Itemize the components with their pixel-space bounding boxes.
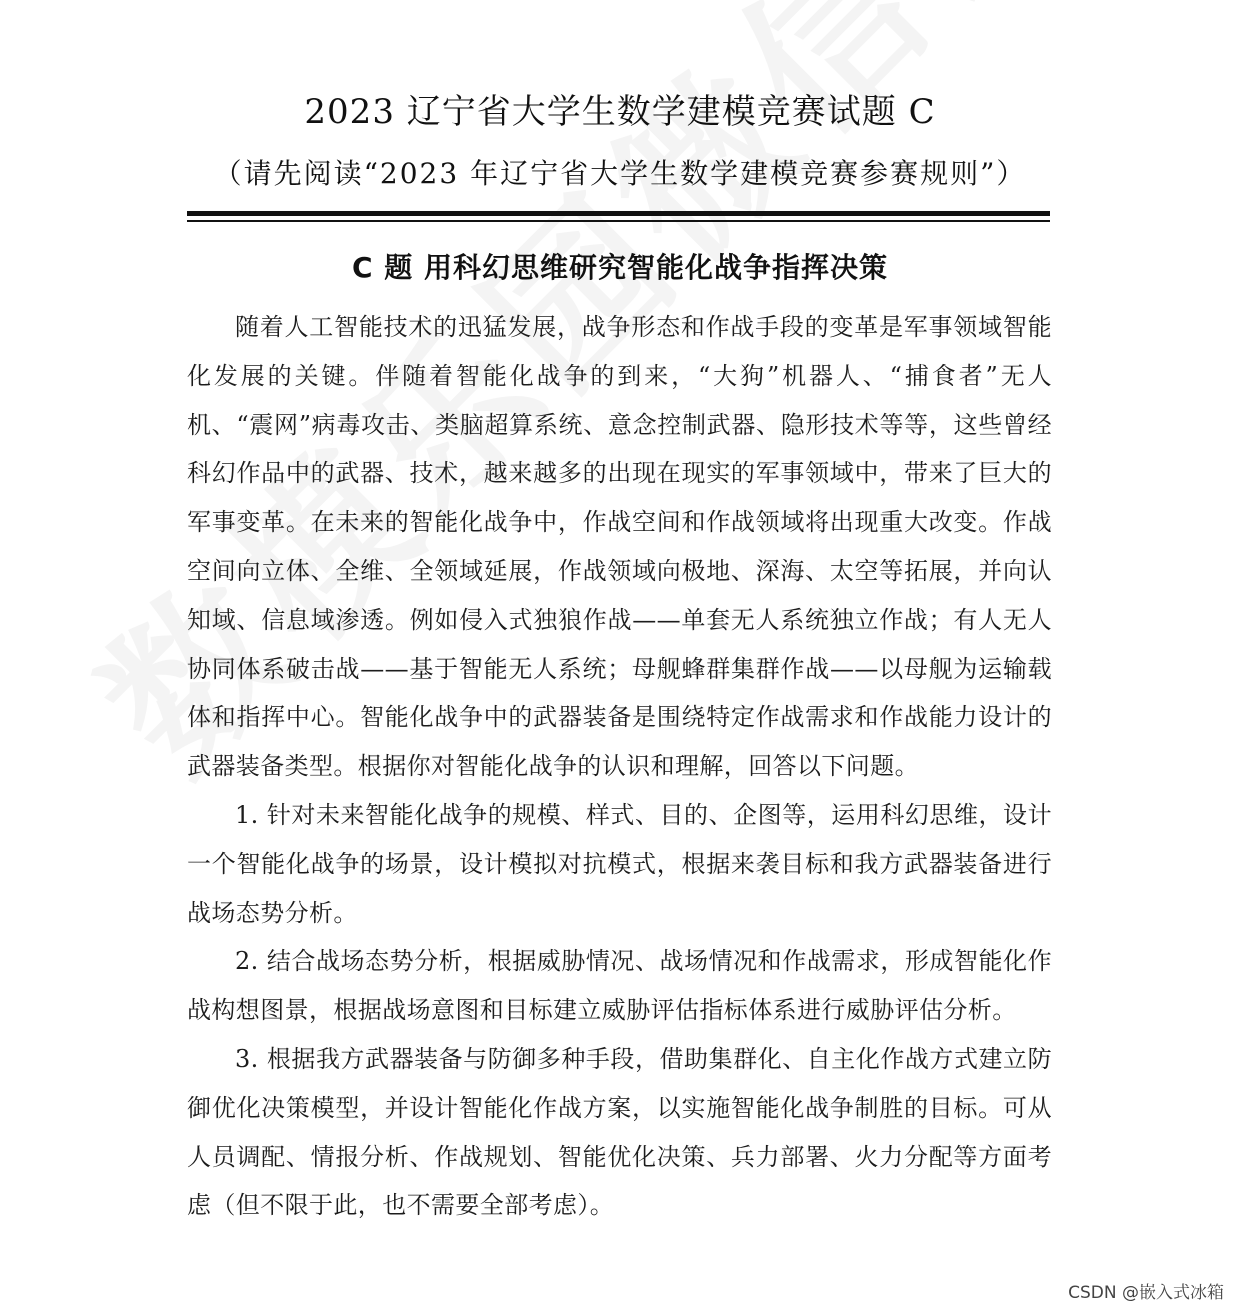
header-rule-thick: [187, 211, 1050, 216]
document-title: 2023 辽宁省大学生数学建模竞赛试题 C: [304, 92, 936, 132]
source-credit: CSDN @嵌入式冰箱: [1068, 1283, 1224, 1303]
document-subtitle: （请先阅读“2023 年辽宁省大学生数学建模竞赛参赛规则”）: [213, 157, 1027, 190]
document-body: [187, 303, 1052, 1230]
section-title: C 题 用科幻思维研究智能化战争指挥决策: [351, 251, 889, 284]
header-rule-thin: [187, 220, 1050, 222]
question-1: 1. 针对未来智能化战争的规模、样式、目的、企图等，运用科幻思维，设计一个智能化战争的场景，设计模拟对抗模式，根据来袭目标和我方武器装备进行战场态势分析。: [187, 800, 1052, 927]
question-2: 2. 结合战场态势分析，根据威胁情况、战场情况和作战需求，形成智能化作战构想图景，根据战场意图和目标建立威胁评估指标体系进行威胁评估分析。: [187, 947, 1052, 1025]
intro-paragraph: 随着人工智能技术的迅猛发展，战争形态和作战手段的变革是军事领域智能化发展的关键。伴随着智能化战争的到来，“大狗”机器人、“捕食者”无人机、“震网”病毒攻击、类脑超算系统、意念控制武器、隐形技术等等，这些曾经科幻作品中的武器、技术，越来越多的出现在现实的军事领域中，带来了巨大的军事变革。在未来的智能化战争中，作战空间和作战领域将出现重大改变。作战空间向立体、全维、全领域延展，作战领域向极地、深海、太空等拓展，并向认知域、信息域渗透。例如侵入式独狼作战——单套无人系统独立作战；有人无人协同体系破击战——基于智能无人系统；母舰蜂群集群作战——以母舰为运输载体和指挥中心。智能化战争中的武器装备是围绕特定作战需求和作战能力设计的武器装备类型。根据你对智能化战争的认识和理解，回答以下问题。: [187, 313, 1052, 781]
question-3: 3. 根据我方武器装备与防御多种手段，借助集群化、自主化作战方式建立防御优化决策模型，并设计智能化作战方案，以实施智能化战争制胜的目标。可从人员调配、情报分析、作战规划、智能优化决策、兵力部署、火力分配等方面考虑（但不限于此，也不需要全部考虑）。: [187, 1044, 1052, 1220]
